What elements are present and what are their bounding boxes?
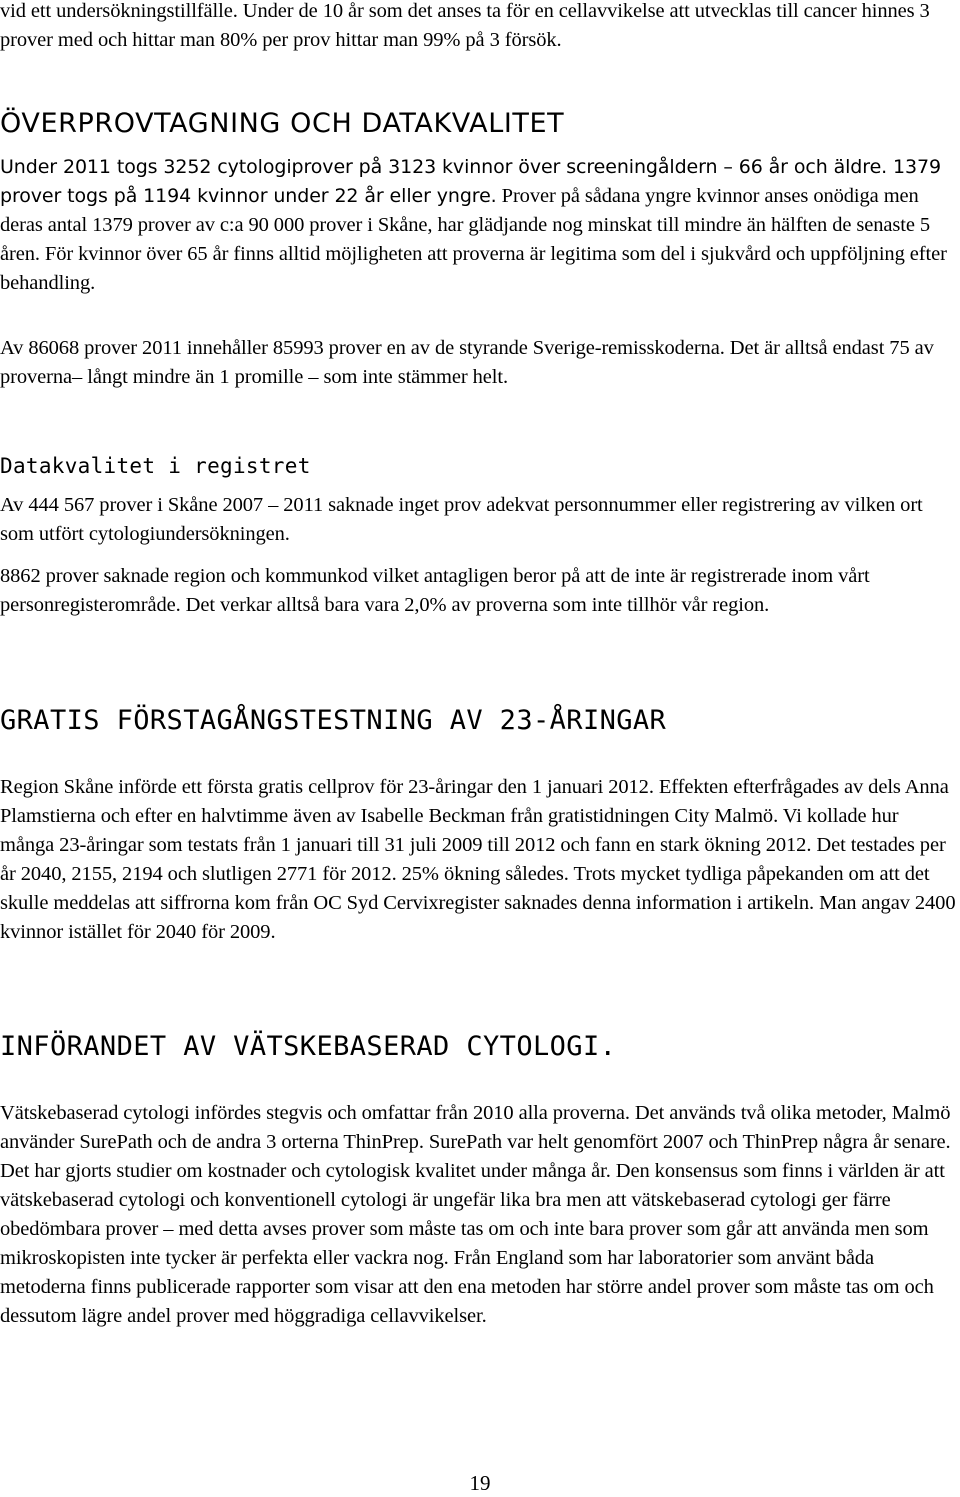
datakvalitet-paragraph-1: Av 444 567 prover i Skåne 2007 – 2011 saknade inget prov adekvat personnummer eller registrering av vilken ort som utfört cytologiundersökningen.: [0, 494, 923, 545]
page-number: 19: [469, 1471, 491, 1495]
heading-vatskebaserad-cytologi: INFÖRANDET AV VÄTSKEBASERAD CYTOLOGI.: [0, 1031, 617, 1062]
overprov-paragraph-2: Av 86068 prover 2011 innehåller 85993 prover en av de styrande Sverige-remisskoderna. Det är alltså endast 75 av proverna– långt mindre än 1 promille – som inte stämmer helt.: [0, 337, 934, 388]
overprov-paragraph-1: [0, 153, 956, 298]
heading-gratis-forstagangstestning: GRATIS FÖRSTAGÅNGSTESTNING AV 23-ÅRINGAR: [0, 705, 667, 736]
intro-paragraph: vid ett undersökningstillfälle. Under de 10 år som det anses ta för en cellavvikelse att utvecklas till cancer hinnes 3 prover med och hittar man 80% per prov hittar man 99% på 3 försök.: [0, 0, 930, 51]
vatske-paragraph: Vätskebaserad cytologi infördes stegvis och omfattar från 2010 alla proverna. Det används två olika metoder, Malmö använder SurePath och de andra 3 orterna ThinPrep. SurePath var helt genomfört 2007 och ThinPrep några år senare. Det har gjorts studier om kostnader och cytologisk kvalitet under många år. Den konsensus som finns i världen är att vätskebaserad cytologi och konventionell cytologi är ungefär lika bra men att vätskebaserad cytologi ger färre obedömbara prover – med detta avses prover som måste tas om och inte bara prover som går att använda men som mikroskopisten inte tycker är perfekta eller vackra nog. Från England som har laboratorier som använt båda metoderna finns publicerade rapporter som visar att den ena metoden har större andel prover som måste tas om och dessutom lägre andel prover med höggradiga cellavvikelser.: [0, 1102, 951, 1327]
heading-overprovtagning: ÖVERPROVTAGNING OCH DATAKVALITET: [0, 108, 565, 139]
heading-datakvalitet: Datakvalitet i registret: [0, 454, 311, 478]
gratis-paragraph: Region Skåne införde ett första gratis cellprov för 23-åringar den 1 januari 2012. Effekten efterfrågades av dels Anna Plamstierna och efter en halvtimme även av Isabelle Beckman från gratistidningen City Malmö. Vi kollade hur många 23-åringar som testats från 1 januari till 31 juli 2009 till 2012 och fann en stark ökning 2012. Det testades per år 2040, 2155, 2194 och slutligen 2771 för 2012. 25% ökning således. Trots mycket tydliga påpekanden om att det skulle meddelas att siffrorna kom från OC Syd Cervixregister saknades denna information i artikeln. Man angav 2400 kvinnor istället för 2040 för 2009.: [0, 776, 956, 943]
datakvalitet-paragraph-2: 8862 prover saknade region och kommunkod vilket antagligen beror på att de inte är registrerade inom vårt personregisterområde. Det verkar alltså bara vara 2,0% av proverna som inte tillhör vår region.: [0, 565, 870, 616]
overprov-lead-sans: Under 2011 togs 3252 cytologiprover på 3123 kvinnor över screeningåldern – 66 år och äldre. 1379 prover togs på 1194 kvinnor under 22 år eller yngre.: [0, 156, 941, 207]
overprov-lead-serif: Prover på sådana yngre kvinnor anses onödiga men deras antal 1379 prover av c:a 90 000 prover i Skåne, har glädjande nog minskat till mindre än hälften de senaste 5 åren. För kvinnor över 65 år finns alltid möjligheten att proverna är legitima som del i sjukvård och uppföljning efter behandling.: [0, 185, 947, 294]
